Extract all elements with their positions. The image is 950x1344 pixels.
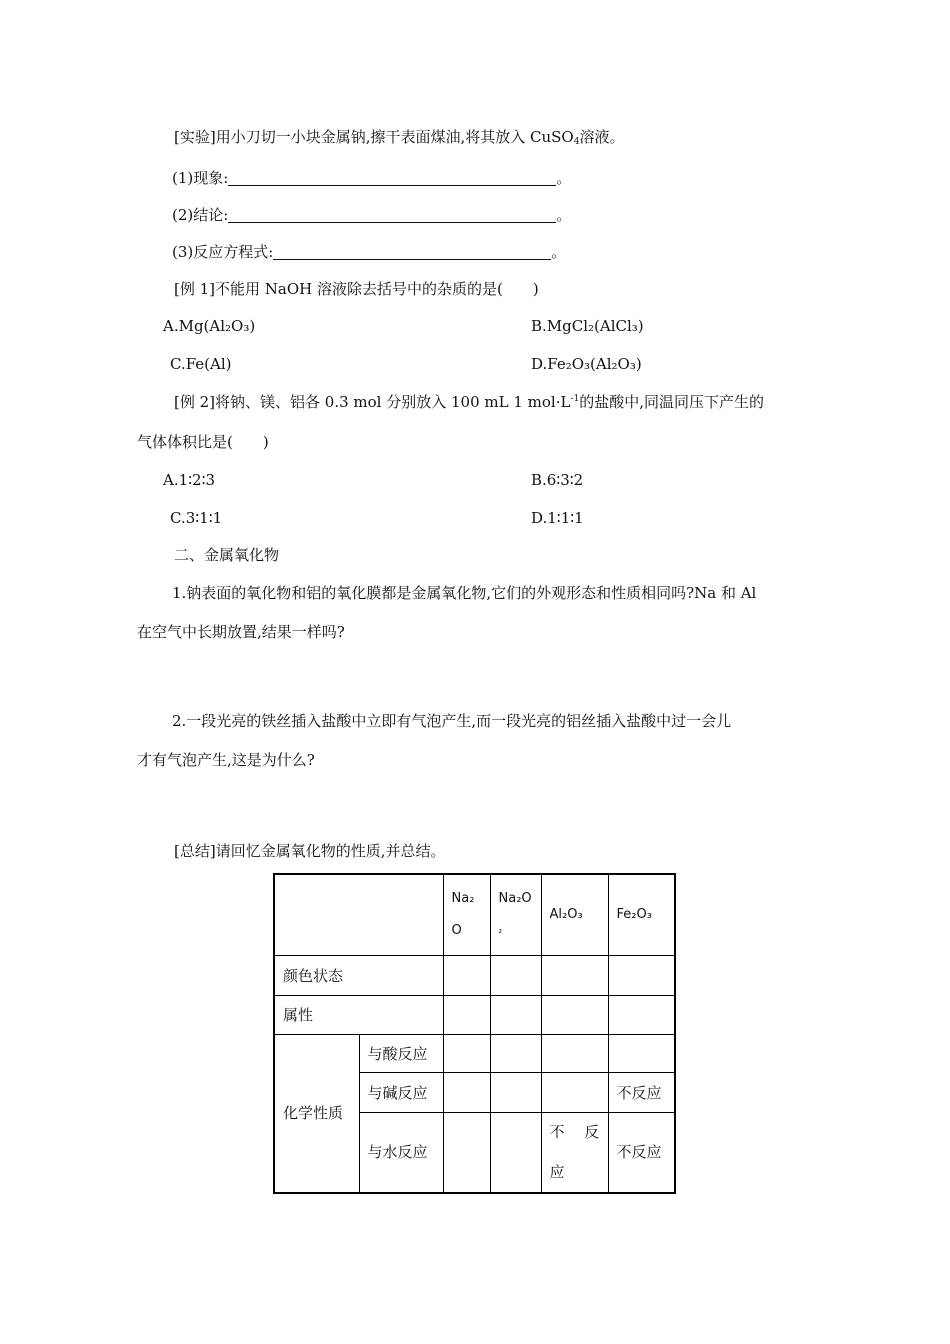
table-cell[interactable] <box>608 956 675 996</box>
corner-cell <box>274 874 443 956</box>
example2-option-d: D.1∶1∶1 <box>531 509 584 527</box>
example1-option-a: A.Mg(Al₂O₃) <box>163 317 256 335</box>
question-phenomenon: (1)现象: 。 <box>172 169 572 187</box>
example1-option-b: B.MgCl₂(AlCl₃) <box>531 317 644 335</box>
table-row <box>274 1035 675 1073</box>
header-na2o: Na₂ O <box>443 874 490 956</box>
table-cell[interactable] <box>608 996 675 1035</box>
example1-option-d: D.Fe₂O₃(Al₂O₃) <box>531 355 642 373</box>
sub-label-acid: 与酸反应 <box>359 1035 443 1073</box>
table-cell[interactable] <box>541 1073 608 1113</box>
answer-blank[interactable] <box>228 169 556 186</box>
table-cell[interactable] <box>541 996 608 1035</box>
section-heading: 二、金属氧化物 <box>174 546 280 564</box>
oxide-properties-table <box>273 873 676 1194</box>
table-row <box>274 996 675 1035</box>
row-label-attribute: 属性 <box>274 996 443 1035</box>
fe2o3-base-cell: 不反应 <box>608 1073 675 1113</box>
table-row <box>274 956 675 996</box>
example1-option-c: C.Fe(Al) <box>170 355 232 373</box>
summary-prompt: [总结]请回忆金属氧化物的性质,并总结。 <box>174 842 446 860</box>
question2-line1: 2.一段光亮的铁丝插入盐酸中立即有气泡产生,而一段光亮的铝丝插入盐酸中过一会儿 <box>172 712 732 730</box>
answer-blank[interactable] <box>228 206 556 223</box>
table-header-row <box>274 874 675 956</box>
question2-line2: 才有气泡产生,这是为什么? <box>137 751 315 769</box>
question1-line1: 1.钠表面的氧化物和铝的氧化膜都是金属氧化物,它们的外观形态和性质相同吗?Na 和 Al <box>172 584 757 602</box>
sub-label-water: 与水反应 <box>359 1113 443 1193</box>
example1-stem: [例 1]不能用 NaOH 溶液除去括号中的杂质的是( ) <box>174 280 539 298</box>
question-conclusion: (2)结论: 。 <box>172 206 572 224</box>
table-cell[interactable] <box>541 956 608 996</box>
row-label-color: 颜色状态 <box>274 956 443 996</box>
example2-stem: [例 2]将钠、镁、铝各 0.3 mol 分别放入 100 mL 1 $mol\cdot L^{-1}$的盐酸中,同温同压下产生的 <box>174 393 765 411</box>
table-cell[interactable] <box>443 956 490 996</box>
table-cell[interactable] <box>541 1035 608 1073</box>
table-cell[interactable] <box>490 996 541 1035</box>
experiment-text: [实验]用小刀切一小块金属钠,擦干表面煤油,将其放入 CuSO$_4$溶液。 <box>174 128 625 147</box>
fe2o3-water-cell: 不反应 <box>608 1113 675 1193</box>
sub-label-base: 与碱反应 <box>359 1073 443 1113</box>
header-na2o2: Na₂O ₂ <box>490 874 541 956</box>
example2-option-a: A.1∶2∶3 <box>163 471 216 489</box>
table-cell[interactable] <box>443 1113 490 1193</box>
question-equation: (3)反应方程式: 。 <box>172 243 567 261</box>
question1-line2: 在空气中长期放置,结果一样吗? <box>137 623 345 641</box>
example2-option-b: B.6∶3∶2 <box>531 471 584 489</box>
header-fe2o3: Fe₂O₃ <box>608 874 675 956</box>
table-cell[interactable] <box>443 1035 490 1073</box>
table-cell[interactable] <box>490 1113 541 1193</box>
table-cell[interactable] <box>608 1035 675 1073</box>
example2-option-c: C.3∶1∶1 <box>170 509 223 527</box>
table-cell[interactable] <box>490 956 541 996</box>
table-cell[interactable] <box>490 1073 541 1113</box>
row-label-chemical: 化学性质 <box>274 1035 359 1193</box>
table-cell[interactable] <box>443 996 490 1035</box>
header-al2o3: Al₂O₃ <box>541 874 608 956</box>
example2-stem-continued: 气体体积比是( ) <box>137 433 269 451</box>
answer-blank[interactable] <box>273 243 551 260</box>
al2o3-water-cell: 不 反 应 <box>541 1113 608 1193</box>
table-cell[interactable] <box>490 1035 541 1073</box>
table-cell[interactable] <box>443 1073 490 1113</box>
